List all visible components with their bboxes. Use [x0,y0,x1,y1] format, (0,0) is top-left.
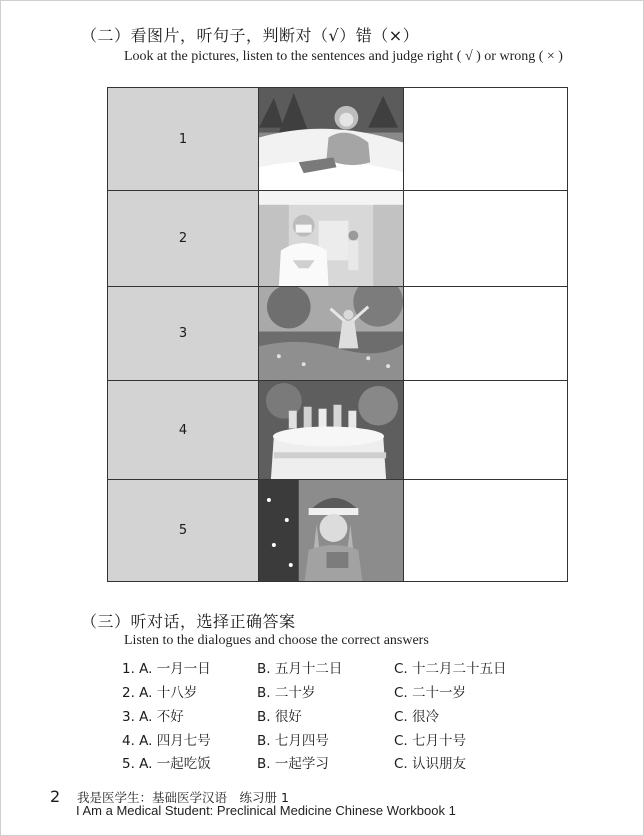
question-3-option-c[interactable]: C. 很冷 [394,709,440,725]
question-2-option-c[interactable]: C. 二十一岁 [394,685,467,701]
row-number: 3 [108,287,259,380]
section-2-subtitle: Look at the pictures, listen to the sentences and judge right ( √ ) or wrong ( × ) [124,49,563,64]
question-5-option-a[interactable]: 5. A. 一起吃饭 [122,756,211,772]
row-number: 4 [108,381,259,479]
section-3-subtitle: Listen to the dialogues and choose the correct answers [124,633,429,648]
question-4-option-a[interactable]: 4. A. 四月七号 [122,733,211,749]
table-row [108,381,567,480]
masked-doctor-in-hospital-corridor-photo [259,191,404,286]
question-3-option-a[interactable]: 3. A. 不好 [122,709,184,725]
question-1-option-a[interactable]: 1. A. 一月一日 [122,661,211,677]
birthday-cake-photo [259,381,404,479]
answer-cell[interactable] [404,381,567,479]
row-number: 2 [108,191,259,286]
question-3-option-b[interactable]: B. 很好 [257,709,302,725]
row-number: 1 [108,88,259,190]
answer-cell[interactable] [404,480,567,581]
book-title-chinese: 我是医学生：基础医学汉语 练习册 1 [77,790,289,805]
question-4-option-c[interactable]: C. 七月十号 [394,733,467,749]
answer-cell[interactable] [404,287,567,380]
question-4-option-b[interactable]: B. 七月四号 [257,733,329,749]
table-row [108,191,567,287]
table-row [108,88,567,191]
woman-in-spring-field-photo [259,287,404,380]
book-title-english: I Am a Medical Student: Preclinical Medicine Chinese Workbook 1 [76,803,456,818]
question-2-option-b[interactable]: B. 二十岁 [257,685,316,701]
row-number: 5 [108,480,259,581]
child-in-snow-photo [259,88,404,190]
answer-cell[interactable] [404,88,567,190]
section-3-title: （三）听对话，选择正确答案 [81,612,296,631]
question-2-option-a[interactable]: 2. A. 十八岁 [122,685,198,701]
question-5-option-b[interactable]: B. 一起学习 [257,756,329,772]
page-number: 2 [50,787,61,806]
answer-cell[interactable] [404,191,567,286]
picture-judgement-table [107,87,568,582]
question-1-option-b[interactable]: B. 五月十二日 [257,661,343,677]
question-5-option-c[interactable]: C. 认识朋友 [394,756,467,772]
question-1-option-c[interactable]: C. 十二月二十五日 [394,661,507,677]
section-2-title: （二）看图片，听句子，判断对（√）错（×） [81,26,420,45]
table-row [108,480,567,581]
girl-with-santa-hat-photo [259,480,404,581]
table-row [108,287,567,381]
